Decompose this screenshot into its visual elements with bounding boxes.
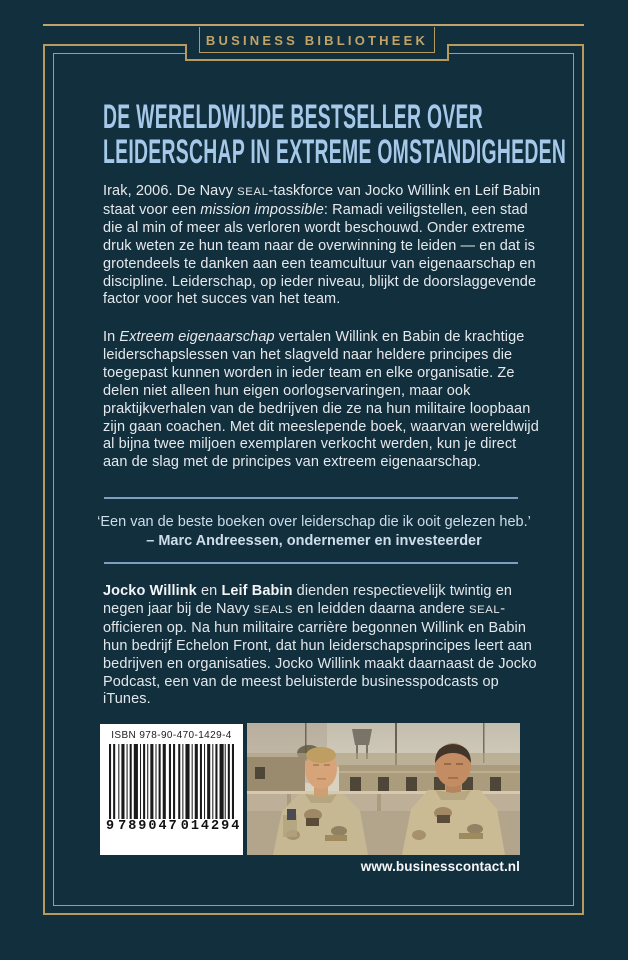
authors-photo-illustration bbox=[247, 723, 520, 855]
quote-divider-bottom bbox=[104, 562, 518, 564]
isbn-label: ISBN 978-90-470-1429-4 bbox=[111, 730, 232, 741]
endorsement-quote: ‘Een van de beste boeken over leiderschap die ik ooit gelezen heb.’ – Marc Andreessen, ondernemer en investeerder bbox=[97, 514, 531, 549]
author-bio: Jocko Willink en Leif Babin dienden respectievelijk twintig en negen jaar bij de Navy SEALS en leidden daarna andere SEAL-officieren op. Na hun militaire carrière begonnen Willink en Babin hun bedrijf Echelon Front, dat hun leiderschapsprincipes leert aan bedrijven en organisaties. Jocko Willink maakt daarnaast de Jocko Podcast, een van de meest beluisterde businesspodcasts op iTunes. bbox=[103, 583, 537, 708]
authors-photo bbox=[247, 723, 520, 855]
badge-tab bbox=[199, 27, 435, 53]
barcode-digits bbox=[105, 819, 242, 834]
headline-line-2: LEIDERSCHAP IN EXTREME OMSTANDIGHEDEN bbox=[103, 133, 567, 171]
paragraph-intro: Irak, 2006. De Navy SEAL-taskforce van Jocko Willink en Leif Babin staat voor een mission impossible: Ramadi veiligstellen, een stad die al min of meer als verloren wordt beschouwd. Onder extreme druk weten ze hun team naar de overwinning te leiden — en dat is grotendeels te danken aan een teamcultuur van eigenaarschap en discipline. Leiderschap, op ieder niveau, blijkt de doorslaggevende factor voor het succes van het team. bbox=[103, 183, 541, 308]
barcode-bars-icon bbox=[109, 744, 234, 830]
barcode-block bbox=[100, 724, 243, 855]
website-url: www.businesscontact.nl bbox=[360, 859, 520, 874]
series-badge-label: BUSINESS BIBLIOTHEEK bbox=[205, 33, 429, 48]
barcode-digit-group-1: 789047 bbox=[118, 819, 179, 834]
headline-line-1: DE WERELDWIJDE BESTSELLER OVER bbox=[103, 98, 484, 136]
barcode-digit-group-2: 014294 bbox=[180, 819, 242, 834]
quote-divider-top bbox=[104, 497, 518, 499]
headline bbox=[103, 98, 567, 171]
barcode-digit-lead: 9 bbox=[106, 819, 117, 834]
paragraph-about-book: In Extreem eigenaarschap vertalen Willink en Babin de krachtige leiderschapslessen van het slagveld naar heldere principes die toegepast kunnen worden in ieder team en elke organisatie. Ze delen niet alleen hun eigen oorlogservaringen, maar ook praktijkverhalen van de bedrijven die ze na hun militaire loopbaan zijn gaan coachen. Met dit meeslepende boek, waarvan wereldwijd al bijna twee miljoen exemplaren verkocht werden, kun je direct aan de slag met de principes van extreem eigenaarschap. bbox=[103, 329, 539, 471]
top-gold-rule bbox=[43, 24, 584, 26]
